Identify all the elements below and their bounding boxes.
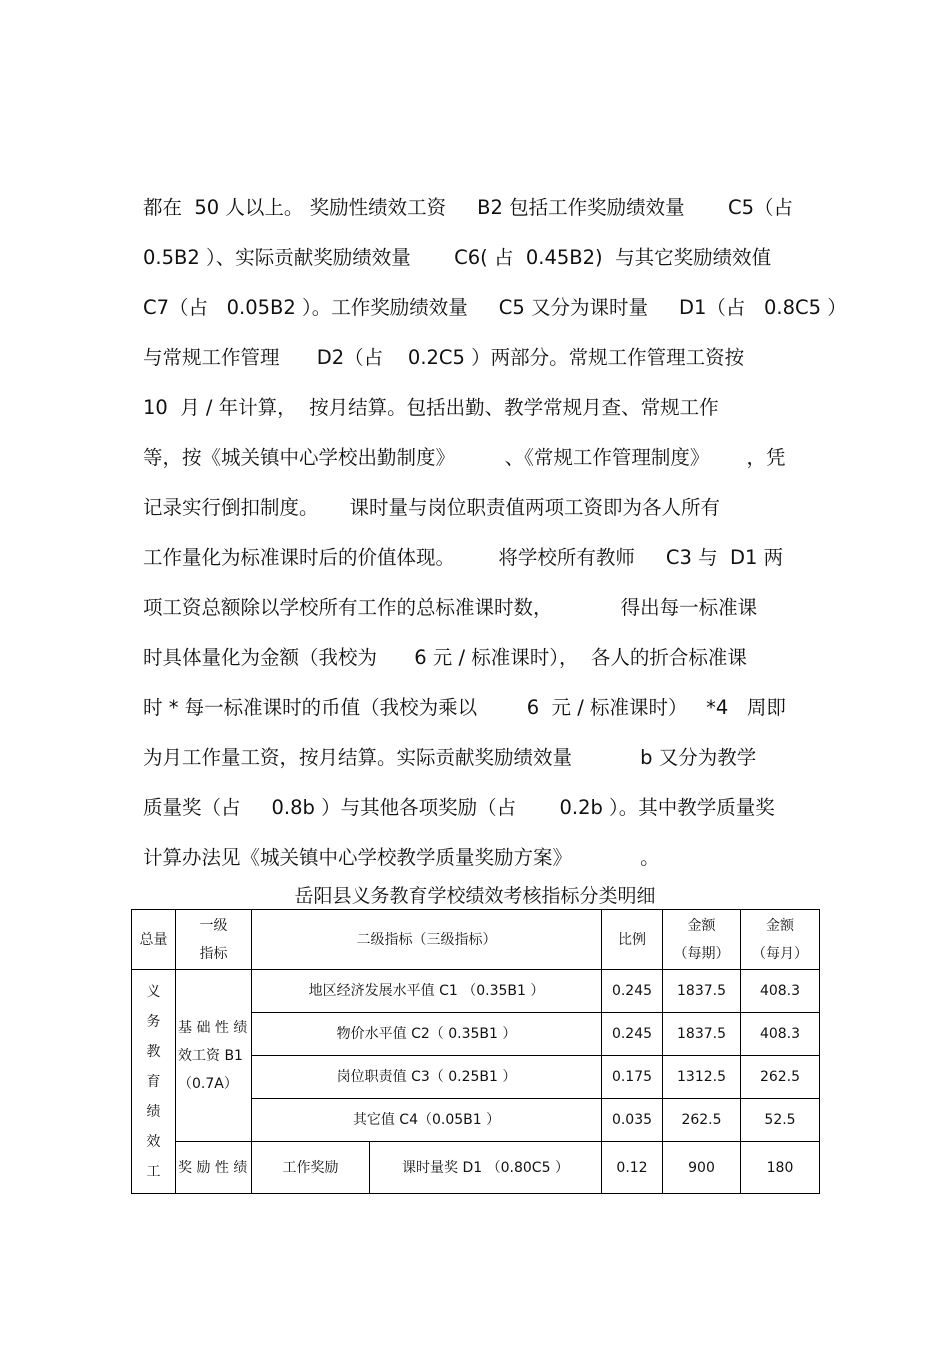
ratio-cell: 0.175 <box>602 1056 663 1099</box>
ratio-cell: 0.245 <box>602 1013 663 1056</box>
header-amount-month-line2: （每月） <box>752 945 808 962</box>
header-amount-period-line1: 金额 <box>687 917 716 934</box>
paragraph-line: 质量奖（占 0.8b ）与其他各项奖励（占 0.2b ）。其中教学质量奖 <box>143 796 775 819</box>
header-amount-month <box>741 910 820 970</box>
ratio-cell: 0.035 <box>602 1099 663 1142</box>
paragraph-line: 10 月 / 年计算， 按月结算。包括出勤、教学常规月查、常规工作 <box>143 396 719 419</box>
level1-b2-cell: 奖 励 性 绩 <box>176 1142 252 1194</box>
total-char: 务 <box>146 1013 161 1030</box>
header-ratio: 比例 <box>602 910 663 970</box>
paragraph-line: 与常规工作管理 D2（占 0.2C5 ）两部分。常规工作管理工资按 <box>143 346 745 369</box>
paragraph-line: 都在 50 人以上。 奖励性绩效工资 B2 包括工作奖励绩效量 C5（占 <box>143 196 793 219</box>
level2-cell: 工作奖励 <box>252 1142 370 1194</box>
header-level1-line1: 一级 <box>199 917 228 934</box>
header-amount-period-line2: （每期） <box>673 945 730 962</box>
level1-b1-line2: 效工资 B1 <box>178 1047 243 1064</box>
paragraph-line: 时 * 每一标准课时的币值（我校为乘以 6 元 / 标准课时） *4 周即 <box>143 696 786 719</box>
paragraph-line: 记录实行倒扣制度。 课时量与岗位职责值两项工资即为各人所有 <box>143 496 720 519</box>
indicator-cell: 物价水平值 C2（ 0.35B1 ） <box>252 1013 602 1056</box>
total-char: 绩 <box>146 1103 161 1120</box>
month-amount-cell: 408.3 <box>741 1013 820 1056</box>
month-amount-cell: 262.5 <box>741 1056 820 1099</box>
table-title: 岳阳县义务教育学校绩效考核指标分类明细 <box>294 885 656 907</box>
indicator-cell: 地区经济发展水平值 C1 （0.35B1 ） <box>252 970 602 1013</box>
period-amount-cell: 1837.5 <box>663 970 741 1013</box>
period-amount-cell: 1837.5 <box>663 1013 741 1056</box>
header-row <box>132 910 820 970</box>
paragraph-line: 时具体量化为金额（我校为 6 元 / 标准课时）， 各人的折合标准课 <box>143 646 747 669</box>
total-label-cell <box>132 970 176 1194</box>
period-amount-cell: 900 <box>663 1142 741 1194</box>
total-char: 效 <box>146 1133 161 1150</box>
total-char: 教 <box>146 1043 161 1060</box>
paragraph-line: 0.5B2 ）、实际贡献奖励绩效量 C6( 占 0.45B2) 与其它奖励绩效值 <box>143 246 772 269</box>
header-total: 总量 <box>132 910 176 970</box>
indicator-cell: 岗位职责值 C3（ 0.25B1 ） <box>252 1056 602 1099</box>
ratio-cell: 0.12 <box>602 1142 663 1194</box>
total-char: 义 <box>146 983 161 1000</box>
header-amount-month-line1: 金额 <box>766 917 794 934</box>
period-amount-cell: 262.5 <box>663 1099 741 1142</box>
month-amount-cell: 180 <box>741 1142 820 1194</box>
paragraph-line: 等，按《城关镇中心学校出勤制度》 、《常规工作管理制度》 ，凭 <box>143 446 786 469</box>
paragraph-line: 项工资总额除以学校所有工作的总标准课时数， 得出每一标准课 <box>143 596 758 619</box>
total-char: 育 <box>146 1073 161 1090</box>
level3-cell: 课时量奖 D1 （0.80C5 ） <box>370 1142 602 1194</box>
header-level1-line2: 指标 <box>199 945 228 962</box>
indicator-table <box>131 909 820 1194</box>
period-amount-cell: 1312.5 <box>663 1056 741 1099</box>
month-amount-cell: 408.3 <box>741 970 820 1013</box>
header-amount-period <box>663 910 741 970</box>
ratio-cell: 0.245 <box>602 970 663 1013</box>
indicator-cell: 其它值 C4（0.05B1 ） <box>252 1099 602 1142</box>
paragraph-line: 工作量化为标准课时后的价值体现。 将学校所有教师 C3 与 D1 两 <box>143 546 784 569</box>
level1-b1-line1: 基 础 性 绩 <box>178 1019 248 1036</box>
level1-b1-line3: （0.7A） <box>178 1075 238 1092</box>
level1-b1-cell <box>176 970 252 1142</box>
table-row <box>132 1142 820 1194</box>
paragraph-line: 计算办法见《城关镇中心学校教学质量奖励方案》 。 <box>143 846 660 869</box>
total-char: 工 <box>146 1163 161 1180</box>
paragraph-line: C7（占 0.05B2 ）。工作奖励绩效量 C5 又分为课时量 D1（占 0.8C5 ） <box>143 296 847 319</box>
month-amount-cell: 52.5 <box>741 1099 820 1142</box>
paragraph-line: 为月工作量工资，按月结算。实际贡献奖励绩效量 b 又分为教学 <box>143 746 757 769</box>
header-level1 <box>176 910 252 970</box>
body-paragraph <box>143 186 847 886</box>
table-row <box>132 970 820 1013</box>
header-level2: 二级指标（三级指标） <box>252 910 602 970</box>
